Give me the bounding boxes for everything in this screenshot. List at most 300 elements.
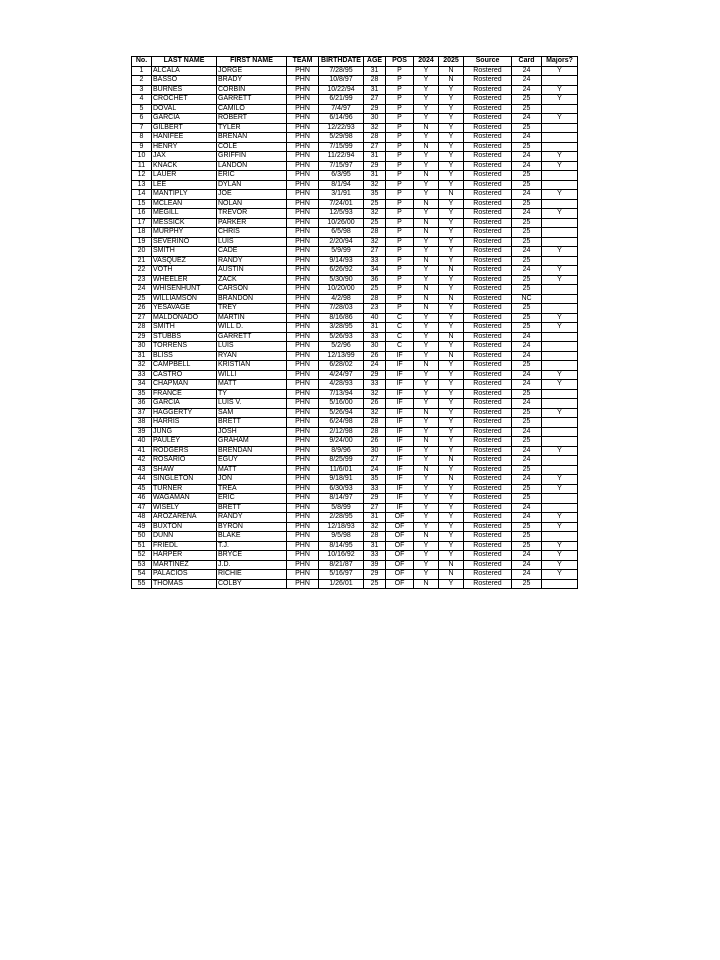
cell-no: 9: [132, 142, 152, 152]
cell-source: Rostered: [464, 323, 512, 333]
cell-pos: P: [386, 142, 414, 152]
cell-majors: Y: [542, 522, 578, 532]
cell-age: 34: [364, 266, 386, 276]
cell-no: 14: [132, 190, 152, 200]
cell-majors: Y: [542, 247, 578, 257]
cell-2024: Y: [414, 380, 439, 390]
cell-team: PHN: [287, 427, 319, 437]
table-row: [132, 180, 578, 190]
cell-last-name: WHISENHUNT: [152, 285, 217, 295]
cell-birthdate: 9/5/98: [319, 532, 364, 542]
cell-first-name: MATT: [217, 465, 287, 475]
cell-2025: Y: [439, 104, 464, 114]
cell-2024: Y: [414, 323, 439, 333]
cell-pos: IF: [386, 361, 414, 371]
cell-age: 31: [364, 541, 386, 551]
cell-team: PHN: [287, 266, 319, 276]
cell-card: NC: [512, 294, 542, 304]
cell-2024: N: [414, 256, 439, 266]
cell-2024: Y: [414, 95, 439, 105]
cell-majors: [542, 399, 578, 409]
cell-age: 31: [364, 66, 386, 76]
cell-card: 24: [512, 342, 542, 352]
cell-no: 40: [132, 437, 152, 447]
cell-pos: IF: [386, 399, 414, 409]
cell-last-name: DUNN: [152, 532, 217, 542]
cell-source: Rostered: [464, 370, 512, 380]
cell-majors: Y: [542, 66, 578, 76]
table-row: [132, 570, 578, 580]
cell-source: Rostered: [464, 95, 512, 105]
cell-majors: [542, 199, 578, 209]
cell-no: 47: [132, 503, 152, 513]
cell-age: 27: [364, 142, 386, 152]
cell-pos: OF: [386, 522, 414, 532]
cell-first-name: JORGE: [217, 66, 287, 76]
cell-first-name: TYLER: [217, 123, 287, 133]
cell-first-name: ZACK: [217, 275, 287, 285]
cell-age: 30: [364, 114, 386, 124]
table-row: [132, 532, 578, 542]
table-row: [132, 199, 578, 209]
cell-2025: Y: [439, 313, 464, 323]
header-2024: 2024: [414, 57, 439, 67]
cell-pos: P: [386, 123, 414, 133]
cell-pos: P: [386, 285, 414, 295]
cell-last-name: PAULEY: [152, 437, 217, 447]
cell-birthdate: 3/1/91: [319, 190, 364, 200]
table-row: [132, 275, 578, 285]
cell-no: 29: [132, 332, 152, 342]
cell-source: Rostered: [464, 85, 512, 95]
cell-card: 25: [512, 484, 542, 494]
cell-age: 33: [364, 484, 386, 494]
cell-pos: OF: [386, 560, 414, 570]
cell-birthdate: 5/16/00: [319, 399, 364, 409]
cell-age: 32: [364, 522, 386, 532]
cell-age: 25: [364, 285, 386, 295]
cell-team: PHN: [287, 570, 319, 580]
cell-last-name: FRIEDL: [152, 541, 217, 551]
cell-age: 31: [364, 513, 386, 523]
cell-team: PHN: [287, 351, 319, 361]
cell-2025: Y: [439, 465, 464, 475]
cell-birthdate: 4/2/98: [319, 294, 364, 304]
cell-source: Rostered: [464, 408, 512, 418]
cell-2025: Y: [439, 522, 464, 532]
cell-team: PHN: [287, 180, 319, 190]
cell-no: 28: [132, 323, 152, 333]
cell-first-name: MATT: [217, 380, 287, 390]
cell-birthdate: 9/24/00: [319, 437, 364, 447]
cell-first-name: BLAKE: [217, 532, 287, 542]
cell-pos: P: [386, 218, 414, 228]
cell-majors: [542, 171, 578, 181]
cell-first-name: MARTIN: [217, 313, 287, 323]
cell-age: 27: [364, 247, 386, 257]
cell-2024: N: [414, 142, 439, 152]
cell-pos: P: [386, 199, 414, 209]
cell-2025: Y: [439, 209, 464, 219]
cell-2025: N: [439, 190, 464, 200]
cell-pos: OF: [386, 513, 414, 523]
cell-card: 24: [512, 370, 542, 380]
cell-card: 24: [512, 247, 542, 257]
table-row: [132, 361, 578, 371]
cell-source: Rostered: [464, 294, 512, 304]
cell-source: Rostered: [464, 465, 512, 475]
cell-age: 33: [364, 256, 386, 266]
cell-last-name: TURNER: [152, 484, 217, 494]
cell-last-name: CROCHET: [152, 95, 217, 105]
cell-age: 31: [364, 85, 386, 95]
cell-birthdate: 5/9/99: [319, 247, 364, 257]
cell-2024: Y: [414, 513, 439, 523]
cell-card: 24: [512, 475, 542, 485]
cell-team: PHN: [287, 503, 319, 513]
cell-no: 33: [132, 370, 152, 380]
cell-majors: [542, 133, 578, 143]
cell-birthdate: 8/25/99: [319, 456, 364, 466]
cell-2025: Y: [439, 85, 464, 95]
cell-pos: P: [386, 95, 414, 105]
cell-first-name: BYRON: [217, 522, 287, 532]
cell-source: Rostered: [464, 570, 512, 580]
cell-first-name: J.D.: [217, 560, 287, 570]
cell-first-name: RYAN: [217, 351, 287, 361]
cell-last-name: WHEELER: [152, 275, 217, 285]
cell-source: Rostered: [464, 142, 512, 152]
cell-birthdate: 7/4/97: [319, 104, 364, 114]
cell-pos: IF: [386, 418, 414, 428]
cell-majors: [542, 123, 578, 133]
cell-card: 24: [512, 446, 542, 456]
cell-age: 32: [364, 408, 386, 418]
cell-no: 6: [132, 114, 152, 124]
cell-last-name: MARTINEZ: [152, 560, 217, 570]
cell-2024: Y: [414, 190, 439, 200]
cell-2025: Y: [439, 275, 464, 285]
cell-first-name: PARKER: [217, 218, 287, 228]
table-row: [132, 351, 578, 361]
table-row: [132, 256, 578, 266]
cell-no: 43: [132, 465, 152, 475]
cell-source: Rostered: [464, 475, 512, 485]
cell-source: Rostered: [464, 513, 512, 523]
cell-no: 27: [132, 313, 152, 323]
cell-pos: OF: [386, 570, 414, 580]
cell-card: 24: [512, 570, 542, 580]
cell-first-name: RICHIE: [217, 570, 287, 580]
cell-birthdate: 6/26/92: [319, 266, 364, 276]
cell-first-name: BRANDON: [217, 294, 287, 304]
cell-card: 24: [512, 427, 542, 437]
cell-pos: C: [386, 323, 414, 333]
cell-team: PHN: [287, 446, 319, 456]
cell-majors: [542, 294, 578, 304]
cell-team: PHN: [287, 551, 319, 561]
cell-first-name: DYLAN: [217, 180, 287, 190]
cell-pos: IF: [386, 370, 414, 380]
header-birthdate: BIRTHDATE: [319, 57, 364, 67]
cell-card: 24: [512, 209, 542, 219]
cell-last-name: KNACK: [152, 161, 217, 171]
cell-pos: P: [386, 76, 414, 86]
cell-no: 11: [132, 161, 152, 171]
cell-pos: IF: [386, 437, 414, 447]
cell-pos: P: [386, 133, 414, 143]
cell-first-name: GRIFFIN: [217, 152, 287, 162]
cell-card: 25: [512, 361, 542, 371]
cell-source: Rostered: [464, 560, 512, 570]
cell-pos: P: [386, 275, 414, 285]
header-pos: POS: [386, 57, 414, 67]
cell-2024: Y: [414, 180, 439, 190]
cell-pos: OF: [386, 532, 414, 542]
cell-no: 38: [132, 418, 152, 428]
cell-majors: [542, 304, 578, 314]
cell-birthdate: 2/20/94: [319, 237, 364, 247]
cell-first-name: RANDY: [217, 256, 287, 266]
cell-2025: N: [439, 66, 464, 76]
cell-source: Rostered: [464, 123, 512, 133]
cell-2024: Y: [414, 503, 439, 513]
cell-team: PHN: [287, 66, 319, 76]
cell-birthdate: 7/15/97: [319, 161, 364, 171]
cell-last-name: JAX: [152, 152, 217, 162]
cell-no: 18: [132, 228, 152, 238]
cell-age: 26: [364, 437, 386, 447]
cell-card: 25: [512, 494, 542, 504]
cell-last-name: CASTRO: [152, 370, 217, 380]
cell-pos: IF: [386, 456, 414, 466]
cell-birthdate: 5/30/90: [319, 275, 364, 285]
cell-birthdate: 8/16/86: [319, 313, 364, 323]
cell-birthdate: 11/22/94: [319, 152, 364, 162]
cell-birthdate: 11/6/01: [319, 465, 364, 475]
cell-first-name: RANDY: [217, 513, 287, 523]
cell-age: 28: [364, 133, 386, 143]
cell-team: PHN: [287, 171, 319, 181]
header-first-name: FIRST NAME: [217, 57, 287, 67]
cell-first-name: ROBERT: [217, 114, 287, 124]
cell-birthdate: 7/28/95: [319, 66, 364, 76]
cell-birthdate: 10/20/00: [319, 285, 364, 295]
cell-team: PHN: [287, 104, 319, 114]
cell-no: 7: [132, 123, 152, 133]
cell-2024: Y: [414, 522, 439, 532]
cell-age: 29: [364, 570, 386, 580]
cell-majors: [542, 389, 578, 399]
cell-2025: Y: [439, 285, 464, 295]
cell-team: PHN: [287, 313, 319, 323]
cell-first-name: LUIS V.: [217, 399, 287, 409]
cell-first-name: COLBY: [217, 579, 287, 589]
cell-age: 24: [364, 465, 386, 475]
cell-birthdate: 4/24/97: [319, 370, 364, 380]
cell-birthdate: 7/28/03: [319, 304, 364, 314]
cell-2025: Y: [439, 361, 464, 371]
cell-team: PHN: [287, 332, 319, 342]
cell-2025: Y: [439, 133, 464, 143]
cell-age: 28: [364, 427, 386, 437]
cell-2025: N: [439, 294, 464, 304]
cell-2025: Y: [439, 237, 464, 247]
cell-2024: Y: [414, 161, 439, 171]
cell-team: PHN: [287, 285, 319, 295]
cell-2024: Y: [414, 247, 439, 257]
cell-last-name: ALCALA: [152, 66, 217, 76]
cell-team: PHN: [287, 237, 319, 247]
cell-first-name: KRISTIAN: [217, 361, 287, 371]
cell-majors: Y: [542, 209, 578, 219]
cell-card: 24: [512, 332, 542, 342]
cell-source: Rostered: [464, 332, 512, 342]
cell-majors: [542, 579, 578, 589]
table-row: [132, 494, 578, 504]
cell-majors: Y: [542, 161, 578, 171]
cell-card: 24: [512, 161, 542, 171]
cell-last-name: CAMPBELL: [152, 361, 217, 371]
header-team: TEAM: [287, 57, 319, 67]
cell-pos: OF: [386, 579, 414, 589]
cell-source: Rostered: [464, 446, 512, 456]
cell-team: PHN: [287, 95, 319, 105]
cell-team: PHN: [287, 152, 319, 162]
cell-last-name: AROZARENA: [152, 513, 217, 523]
cell-no: 5: [132, 104, 152, 114]
cell-birthdate: 12/13/99: [319, 351, 364, 361]
table-row: [132, 418, 578, 428]
cell-first-name: CORBIN: [217, 85, 287, 95]
cell-2025: Y: [439, 247, 464, 257]
cell-majors: Y: [542, 513, 578, 523]
cell-last-name: DOVAL: [152, 104, 217, 114]
cell-last-name: HARPER: [152, 551, 217, 561]
cell-majors: Y: [542, 570, 578, 580]
cell-last-name: JUNG: [152, 427, 217, 437]
cell-2024: Y: [414, 370, 439, 380]
cell-team: PHN: [287, 541, 319, 551]
cell-source: Rostered: [464, 76, 512, 86]
cell-team: PHN: [287, 494, 319, 504]
cell-last-name: MESSICK: [152, 218, 217, 228]
cell-majors: [542, 351, 578, 361]
cell-no: 32: [132, 361, 152, 371]
table-row: [132, 228, 578, 238]
cell-pos: P: [386, 85, 414, 95]
cell-birthdate: 1/26/01: [319, 579, 364, 589]
cell-source: Rostered: [464, 304, 512, 314]
cell-first-name: T.J.: [217, 541, 287, 551]
cell-no: 10: [132, 152, 152, 162]
cell-team: PHN: [287, 513, 319, 523]
cell-last-name: SHAW: [152, 465, 217, 475]
cell-source: Rostered: [464, 437, 512, 447]
cell-no: 16: [132, 209, 152, 219]
cell-card: 25: [512, 541, 542, 551]
cell-majors: Y: [542, 551, 578, 561]
cell-birthdate: 4/28/93: [319, 380, 364, 390]
table-row: [132, 323, 578, 333]
cell-birthdate: 6/28/02: [319, 361, 364, 371]
cell-no: 8: [132, 133, 152, 143]
cell-team: PHN: [287, 560, 319, 570]
cell-first-name: LUIS: [217, 342, 287, 352]
cell-birthdate: 8/14/95: [319, 541, 364, 551]
cell-card: 25: [512, 95, 542, 105]
cell-first-name: BRADY: [217, 76, 287, 86]
cell-first-name: BRETT: [217, 418, 287, 428]
table-row: [132, 380, 578, 390]
cell-birthdate: 8/14/97: [319, 494, 364, 504]
cell-2024: Y: [414, 389, 439, 399]
table-row: [132, 579, 578, 589]
cell-birthdate: 10/16/92: [319, 551, 364, 561]
cell-team: PHN: [287, 522, 319, 532]
table-row: [132, 541, 578, 551]
cell-age: 32: [364, 209, 386, 219]
cell-source: Rostered: [464, 389, 512, 399]
cell-2024: Y: [414, 66, 439, 76]
cell-team: PHN: [287, 209, 319, 219]
table-row: [132, 190, 578, 200]
cell-majors: [542, 332, 578, 342]
cell-team: PHN: [287, 342, 319, 352]
cell-2024: Y: [414, 266, 439, 276]
cell-last-name: WILLIAMSON: [152, 294, 217, 304]
cell-2025: Y: [439, 199, 464, 209]
cell-card: 25: [512, 171, 542, 181]
cell-no: 13: [132, 180, 152, 190]
table-row: [132, 503, 578, 513]
cell-2024: Y: [414, 484, 439, 494]
cell-pos: P: [386, 256, 414, 266]
cell-birthdate: 12/22/93: [319, 123, 364, 133]
table-row: [132, 171, 578, 181]
cell-card: 25: [512, 465, 542, 475]
cell-team: PHN: [287, 408, 319, 418]
cell-age: 39: [364, 560, 386, 570]
cell-2025: Y: [439, 180, 464, 190]
cell-pos: IF: [386, 389, 414, 399]
cell-pos: P: [386, 66, 414, 76]
cell-birthdate: 6/24/98: [319, 418, 364, 428]
cell-team: PHN: [287, 228, 319, 238]
cell-pos: P: [386, 304, 414, 314]
cell-no: 25: [132, 294, 152, 304]
cell-source: Rostered: [464, 152, 512, 162]
cell-age: 33: [364, 551, 386, 561]
cell-first-name: BRYCE: [217, 551, 287, 561]
cell-team: PHN: [287, 85, 319, 95]
cell-2024: N: [414, 218, 439, 228]
cell-source: Rostered: [464, 266, 512, 276]
cell-no: 34: [132, 380, 152, 390]
cell-2024: Y: [414, 446, 439, 456]
cell-card: 25: [512, 123, 542, 133]
cell-last-name: HANIFEE: [152, 133, 217, 143]
cell-age: 28: [364, 532, 386, 542]
cell-no: 46: [132, 494, 152, 504]
table-row: [132, 114, 578, 124]
cell-card: 24: [512, 190, 542, 200]
cell-2024: N: [414, 294, 439, 304]
cell-majors: Y: [542, 85, 578, 95]
cell-2024: N: [414, 199, 439, 209]
cell-2024: Y: [414, 342, 439, 352]
header-age: AGE: [364, 57, 386, 67]
